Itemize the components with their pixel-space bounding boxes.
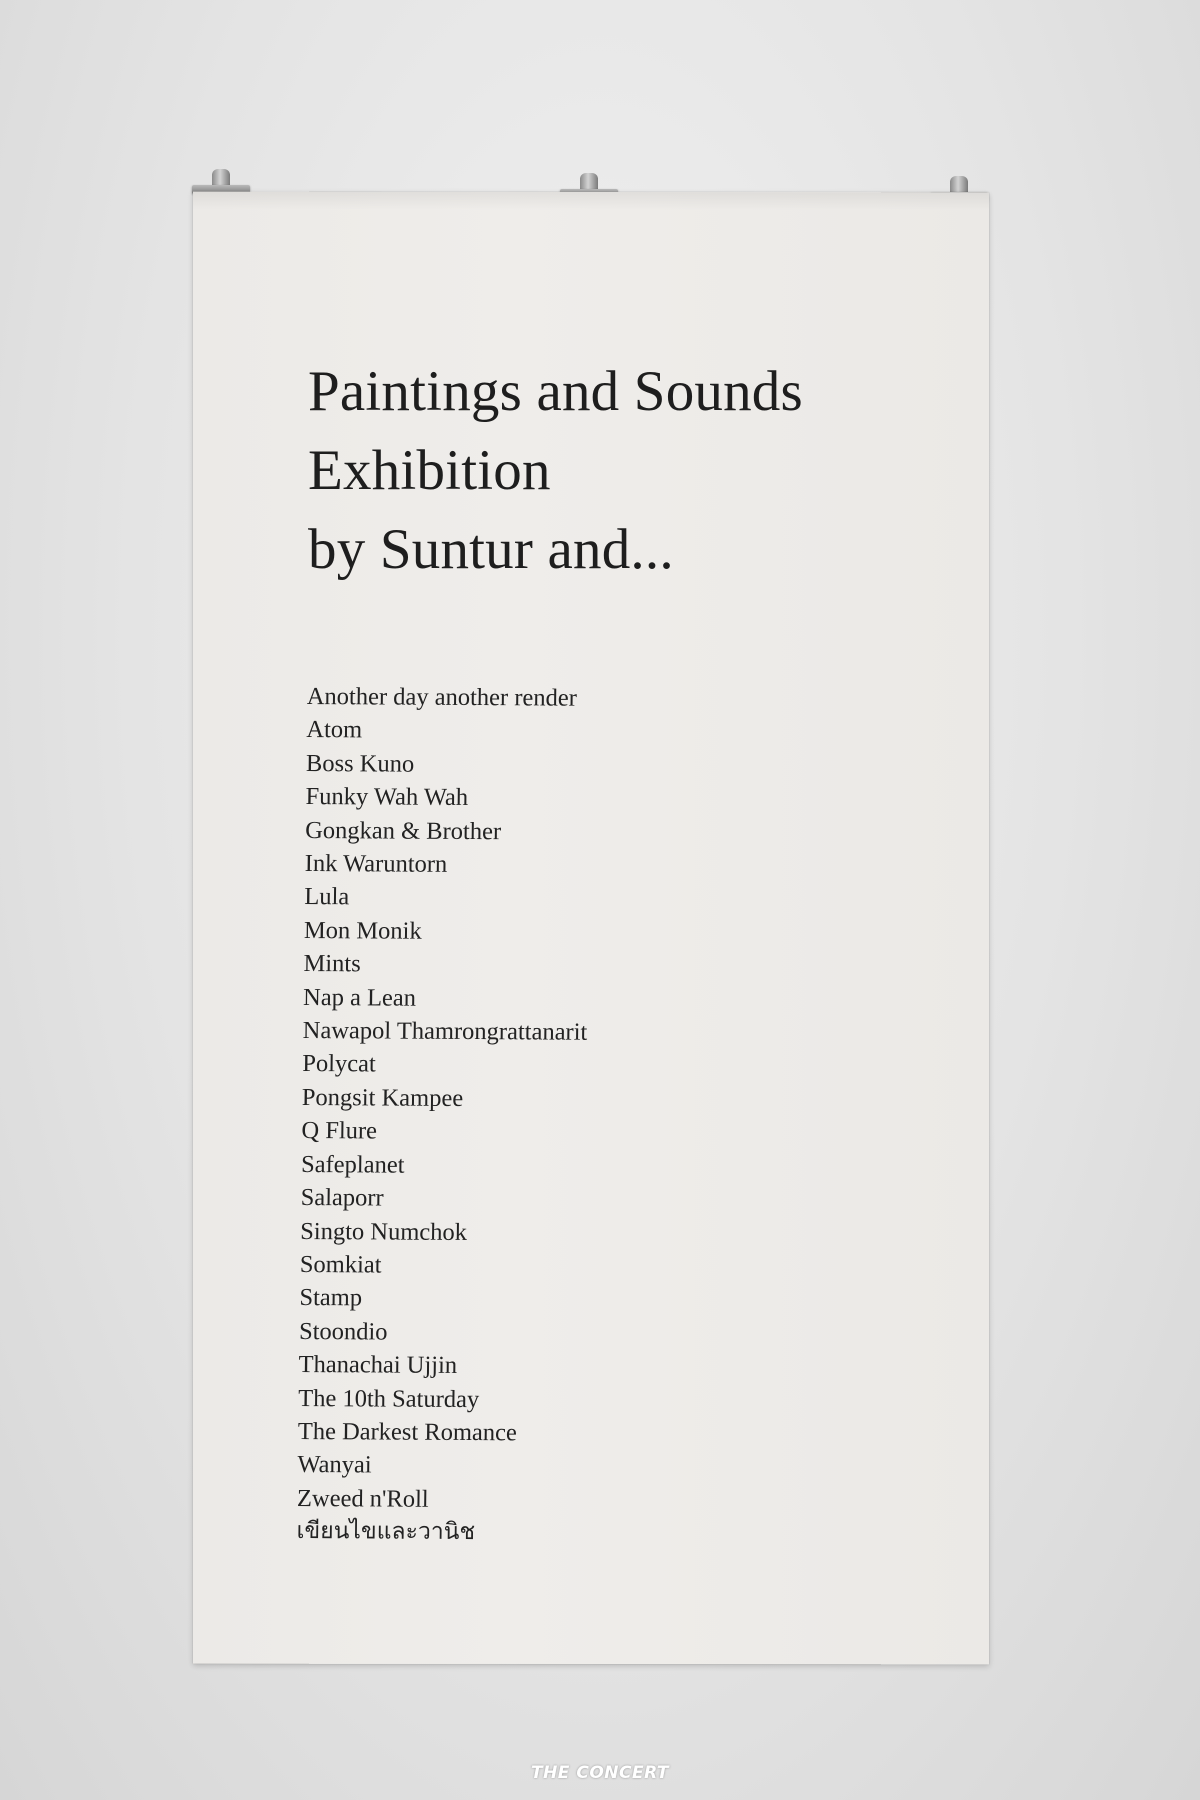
- artist-item: Q Flure: [301, 1117, 378, 1145]
- artist-item: Zweed n'Roll: [296, 1484, 429, 1513]
- artist-item: Stoondio: [298, 1317, 388, 1346]
- watermark-logo: THE CONCERT: [530, 1763, 670, 1783]
- artist-item: Polycat: [302, 1050, 376, 1078]
- artist-item: Nawapol Thamrongrattanarit: [302, 1017, 588, 1046]
- artist-item: Safeplanet: [300, 1150, 405, 1179]
- artist-item: The Darkest Romance: [297, 1417, 518, 1447]
- artist-item: Ink Waruntorn: [304, 850, 448, 878]
- artist-item: Gongkan & Brother: [305, 816, 502, 845]
- artist-item: Lula: [304, 883, 350, 911]
- artist-item: Another day another render: [306, 682, 578, 712]
- artist-item: Mon Monik: [303, 916, 422, 945]
- artist-item: Stamp: [299, 1284, 363, 1312]
- artist-item: Singto Numchok: [300, 1217, 468, 1246]
- title-line: Exhibition: [308, 439, 551, 502]
- title-line: Paintings and Sounds: [308, 360, 803, 423]
- binder-clip-left: [192, 168, 250, 194]
- artist-item: Boss Kuno: [305, 749, 415, 778]
- artist-item: Mints: [303, 950, 361, 978]
- artist-list: [296, 680, 591, 1550]
- poster-title: [308, 352, 803, 589]
- artist-item: Nap a Lean: [302, 983, 417, 1012]
- artist-item: The 10th Saturday: [298, 1384, 480, 1413]
- artist-item: Atom: [306, 716, 363, 744]
- artist-item-thai: เขียนไขและวานิช: [296, 1518, 476, 1546]
- artist-item: Somkiat: [299, 1250, 382, 1279]
- artist-item: Thanachai Ujjin: [298, 1351, 458, 1380]
- artist-item: Salaporr: [300, 1184, 384, 1212]
- artist-item: Funky Wah Wah: [305, 783, 469, 812]
- title-line: by Suntur and...: [308, 518, 674, 581]
- artist-item: Pongsit Kampee: [301, 1083, 464, 1112]
- artist-item: Wanyai: [297, 1451, 372, 1479]
